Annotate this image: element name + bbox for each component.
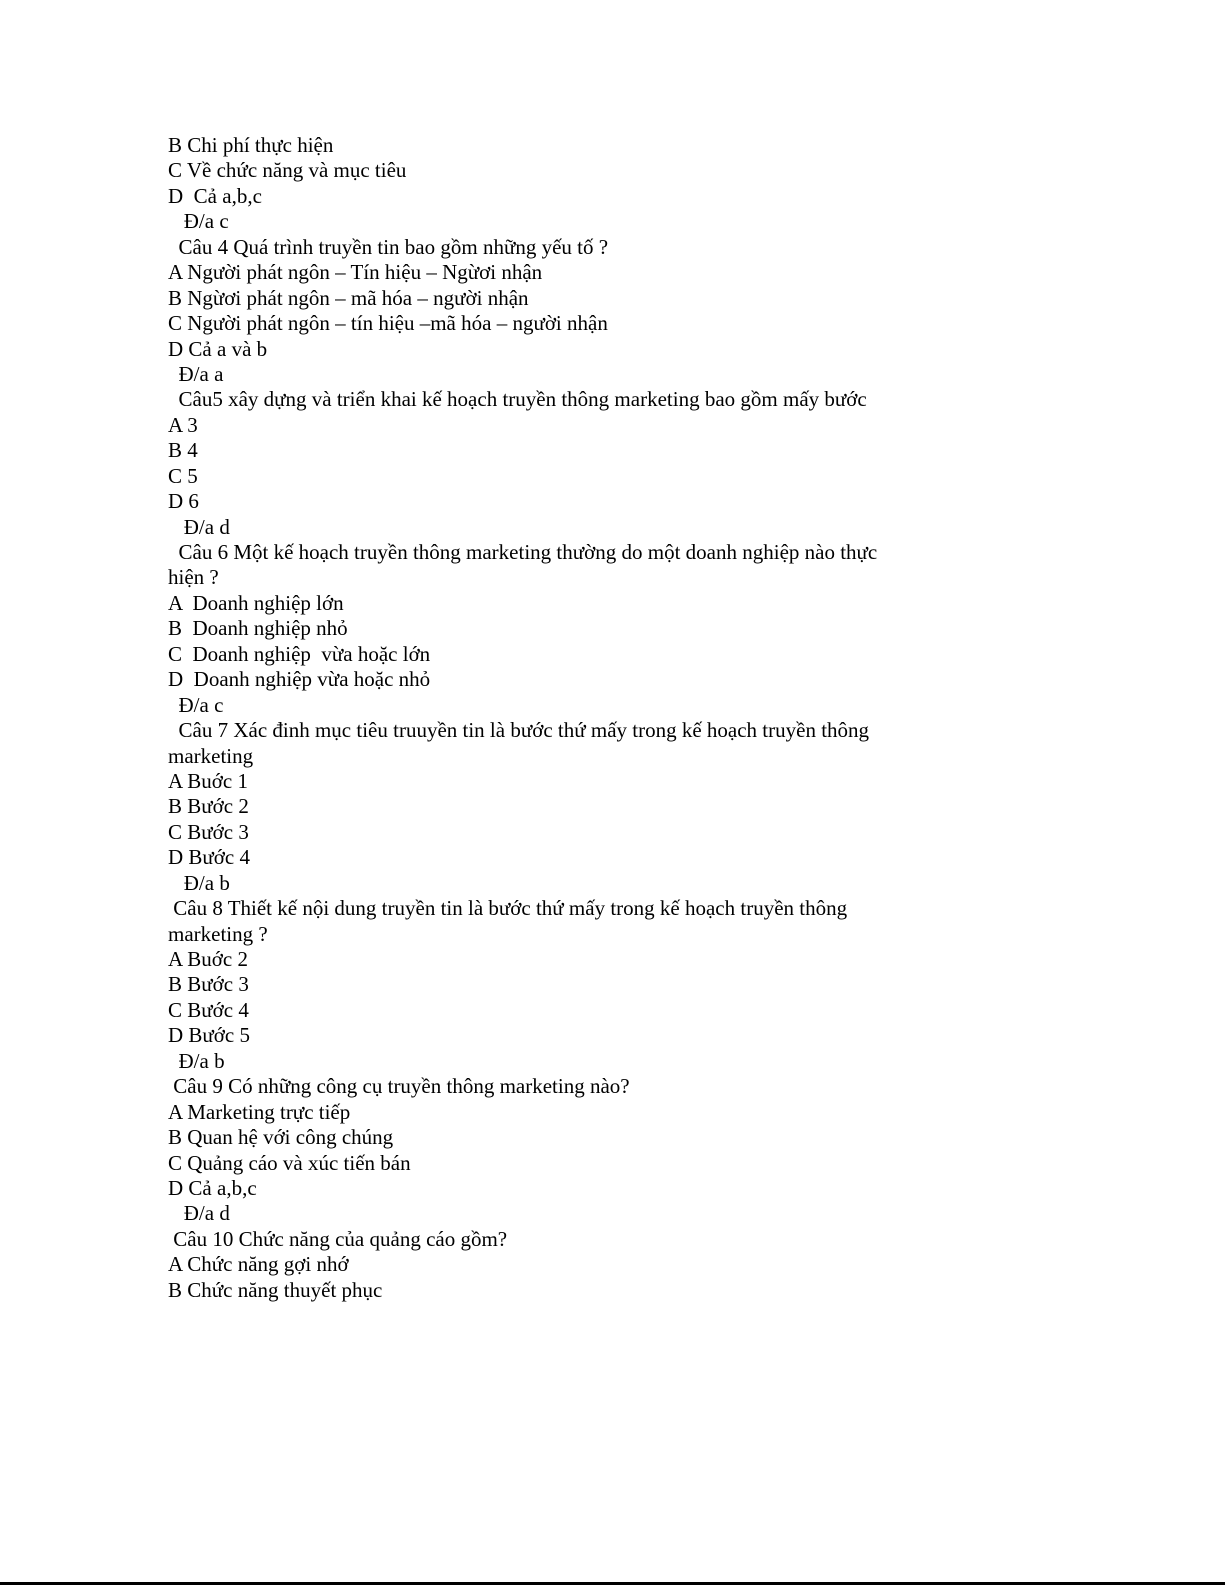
text-line: B Bước 2 [168,794,249,819]
question-line: Câu 10 Chức năng của quảng cáo gồm? [168,1226,508,1251]
text-line: hiện ? [168,565,219,590]
document-text-block [168,133,968,1303]
text-line: B 4 [168,438,198,463]
answer-line: Đ/a d [168,1201,230,1226]
text-line: C Doanh nghiệp vừa hoặc lớn [168,641,431,666]
text-line: A 3 [168,412,198,437]
text-line: marketing [168,743,254,768]
answer-line: Đ/a b [168,1048,225,1073]
text-line: A Người phát ngôn – Tín hiệu – Ngừơi nhận [168,260,543,285]
text-line: D 6 [168,489,199,514]
text-line: C Bước 3 [168,819,249,844]
text-line: A Chức năng gợi nhớ [168,1252,349,1277]
question-line: Câu 4 Quá trình truyền tin bao gồm những yếu tố ? [168,234,609,259]
answer-line: Đ/a a [168,361,224,386]
text-line: B Ngừơi phát ngôn – mã hóa – người nhận [168,285,529,310]
text-line: D Cả a,b,c [168,183,262,208]
text-line: C Quảng cáo và xúc tiến bán [168,1150,411,1175]
text-line: B Bước 3 [168,972,249,997]
answer-line: Đ/a c [168,692,224,717]
text-line: B Chi phí thực hiện [168,133,334,157]
text-line: A Marketing trực tiếp [168,1099,351,1124]
text-line: B Chức năng thuyết phục [168,1277,383,1302]
text-line: A Buớc 2 [168,947,248,971]
text-line: D Cả a,b,c [168,1175,257,1200]
text-line: B Doanh nghiệp nhỏ [168,616,348,641]
text-line: D Bước 4 [168,845,250,870]
text-line: B Quan hệ với công chúng [168,1125,394,1150]
question-line: Câu 6 Một kế hoạch truyền thông marketing thường do một doanh nghiệp nào thực [168,540,878,564]
text-line: A Buớc 1 [168,768,248,793]
answer-line: Đ/a b [168,870,230,895]
answer-line: Đ/a d [168,514,230,539]
text-line: D Doanh nghiệp vừa hoặc nhỏ [168,667,431,692]
answer-line: Đ/a c [168,209,229,234]
text-line: C Bước 4 [168,997,249,1022]
text-line: C Về chức năng và mục tiêu [168,158,407,183]
question-line: Câu5 xây dựng và triển khai kế hoạch truyền thông marketing bao gồm mấy bước [168,387,867,412]
text-line: A Doanh nghiệp lớn [168,590,344,615]
text-line: D Cả a và b [168,336,268,361]
question-line: Câu 9 Có những công cụ truyền thông marketing nào? [168,1074,630,1099]
text-line: C 5 [168,463,198,488]
text-line: marketing ? [168,921,268,946]
text-line: C Người phát ngôn – tín hiệu –mã hóa – người nhận [168,311,608,336]
question-line: Câu 7 Xác đinh mục tiêu truuyền tin là bước thứ mấy trong kế hoạch truyền thông [168,718,870,743]
text-line: D Bước 5 [168,1023,250,1048]
question-line: Câu 8 Thiết kế nội dung truyền tin là bước thứ mấy trong kế hoạch truyền thông [168,896,848,921]
